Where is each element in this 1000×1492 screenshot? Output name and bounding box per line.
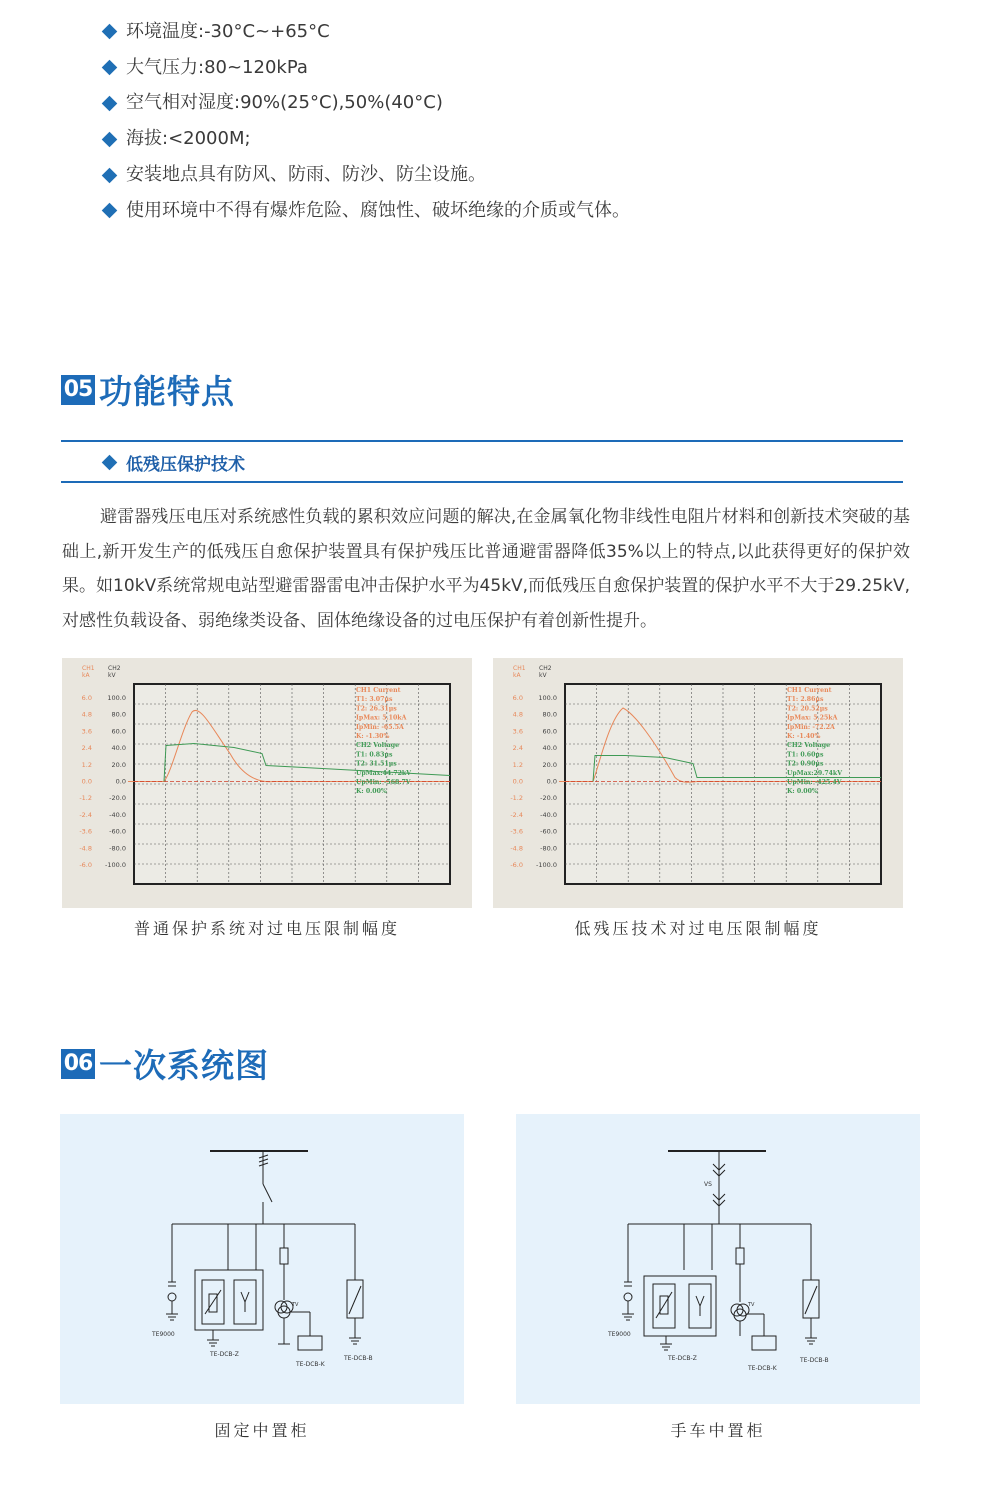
ch1-tick-label: 0.0 <box>81 777 92 786</box>
ch2-tick-label: 20.0 <box>111 760 126 769</box>
diamond-bullet-icon <box>102 132 118 148</box>
diamond-bullet-icon <box>102 96 118 112</box>
section-title: 功能特点 <box>99 372 235 411</box>
readout-line: UpMax:44.72kV <box>356 769 412 777</box>
ch2-tick-label: 60.0 <box>111 727 126 736</box>
body-paragraph: 避雷器残压电压对系统感性负载的累积效应问题的解决,在金属氧化物非线性电阻片材料和创新技术突破的基础上,新开发生产的低残压自愈保护装置具有保护残压比普通避雷器降低35%以上的特点,以此获得更好的保护效果。如10kV系统常规电站型避雷器雷电冲击保护水平为45kV,而低残压自愈保护装置的保护水平不大于29.25kV,对感性负载设备、弱绝缘类设备、固体绝缘设备的过电压保护有着创新性提升。 <box>62 507 910 631</box>
readout-line: UpMin: -425.4V <box>787 779 842 786</box>
bottom-rule <box>61 481 903 483</box>
ch2-header: CH2 <box>108 665 121 672</box>
readout-line: IpMax: 5.10kA <box>356 714 407 722</box>
list-item: 安装地点具有防风、防雨、防沙、防尘设施。 <box>100 157 630 193</box>
ch1-tick-label: -2.4 <box>510 810 523 819</box>
scope-caption: 普通保护系统对过电压限制幅度 <box>133 919 400 938</box>
oscilloscope-image-standard <box>62 658 472 908</box>
ch1-tick-label: -1.2 <box>79 794 92 803</box>
ch2-tick-label: -100.0 <box>536 861 557 869</box>
readout-line: K: -1.30% <box>356 733 390 740</box>
readout-line: K: -1.40% <box>787 733 821 740</box>
oscilloscope-image-low-residual <box>493 658 903 908</box>
ch2-tick-label: 100.0 <box>538 694 557 702</box>
list-item: 使用环境中不得有爆炸危险、腐蚀性、破坏绝缘的介质或气体。 <box>100 193 630 229</box>
ch1-tick-label: -3.6 <box>79 827 92 836</box>
ch2-tick-label: 0.0 <box>115 777 126 786</box>
readout-line: T1: 3.07μs <box>356 696 393 704</box>
readout-line: UpMax:29.74kV <box>787 769 843 777</box>
ch1-tick-label: -6.0 <box>79 861 92 869</box>
readout-line: T1: 0.60μs <box>787 751 824 759</box>
single-line-diagram <box>516 1114 920 1404</box>
ch2-unit: kV <box>539 672 547 679</box>
top-rule <box>61 440 903 442</box>
label-dcb-b: TE-DCB-B <box>800 1357 829 1364</box>
single-line-diagram <box>60 1114 464 1404</box>
section-number: 05 <box>61 375 95 405</box>
readout-line: CH2 Voltage <box>787 742 831 750</box>
ch2-tick-label: -40.0 <box>540 810 557 819</box>
readout-line: IpMin: -65.5A <box>356 723 404 731</box>
label-dcb-k: TE-DCB-K <box>748 1365 777 1372</box>
ch2-tick-label: 80.0 <box>542 710 557 719</box>
ch1-tick-label: 4.8 <box>512 710 523 719</box>
readout-line: T1: 2.86μs <box>787 696 824 704</box>
readout-line: T1: 0.83μs <box>356 751 393 759</box>
ch2-header: CH2 <box>539 665 552 672</box>
diamond-bullet-icon <box>102 455 118 471</box>
label-tv: TV <box>748 1302 755 1308</box>
diagram-caption: 手车中置柜 <box>670 1421 766 1440</box>
list-item: 空气相对湿度:90%(25°C),50%(40°C) <box>100 86 630 122</box>
diagram-fixed-cabinet <box>60 1114 464 1404</box>
ch1-unit: kA <box>513 672 521 679</box>
ch1-tick-label: 1.2 <box>512 760 523 769</box>
readout-line: IpMin: -72.2A <box>787 723 835 731</box>
subheading: 低残压保护技术 <box>104 450 245 475</box>
ch1-header: CH1 <box>82 665 95 672</box>
ch1-tick-label: 3.6 <box>81 727 92 736</box>
ch1-tick-label: -3.6 <box>510 827 523 836</box>
label-te9000: TE9000 <box>152 1331 175 1338</box>
ch1-tick-label: -4.8 <box>510 844 523 853</box>
diagram-withdrawable-cabinet <box>516 1114 920 1404</box>
section-06-heading <box>61 1040 269 1087</box>
ch2-tick-label: -40.0 <box>109 810 126 819</box>
ch2-unit: kV <box>108 672 116 679</box>
readout-line: T2: 0.90μs <box>787 760 824 768</box>
ch1-tick-label: 6.0 <box>512 694 523 702</box>
ch1-tick-label: 0.0 <box>512 777 523 786</box>
ch1-tick-label: 6.0 <box>81 694 92 702</box>
ch1-tick-label: 2.4 <box>512 744 523 753</box>
diamond-bullet-icon <box>102 60 118 76</box>
section-05-heading <box>61 366 235 413</box>
ch1-tick-label: -4.8 <box>79 844 92 853</box>
ch2-tick-label: -20.0 <box>109 794 126 803</box>
diamond-bullet-icon <box>102 203 118 219</box>
readout-line: CH1 Current <box>356 687 401 694</box>
oscilloscope-plot <box>62 658 472 908</box>
readout-line: CH1 Current <box>787 687 832 694</box>
ch2-tick-label: -80.0 <box>109 844 126 853</box>
ch1-unit: kA <box>82 672 90 679</box>
ch1-tick-label: 1.2 <box>81 760 92 769</box>
oscilloscope-plot <box>493 658 903 908</box>
ch1-header: CH1 <box>513 665 526 672</box>
ch2-tick-label: 0.0 <box>546 777 557 786</box>
ch2-tick-label: 20.0 <box>542 760 557 769</box>
label-dcb-z: TE-DCB-Z <box>210 1351 239 1358</box>
readout-line: IpMax: 5.25kA <box>787 714 838 722</box>
ch2-tick-label: -60.0 <box>109 827 126 836</box>
ch2-tick-label: -20.0 <box>540 794 557 803</box>
ch1-tick-label: 4.8 <box>81 710 92 719</box>
ch2-tick-label: 40.0 <box>111 744 126 753</box>
ch2-tick-label: 100.0 <box>107 694 126 702</box>
label-tv: TV <box>292 1302 299 1308</box>
ch1-tick-label: -6.0 <box>510 861 523 869</box>
section-title: 一次系统图 <box>99 1046 269 1085</box>
diamond-bullet-icon <box>102 24 118 40</box>
readout-line: CH2 Voltage <box>356 742 400 750</box>
ch2-tick-label: -60.0 <box>540 827 557 836</box>
ch1-tick-label: -1.2 <box>510 794 523 803</box>
list-item: 海拔:<2000M; <box>100 121 630 157</box>
diagram-caption: 固定中置柜 <box>214 1421 310 1440</box>
list-item: 环境温度:-30°C~+65°C <box>100 14 630 50</box>
diamond-bullet-icon <box>102 167 118 183</box>
readout-line: UpMin: -568.7V <box>356 779 411 786</box>
ch1-tick-label: -2.4 <box>79 810 92 819</box>
readout-line: T2: 31.51μs <box>356 760 397 768</box>
label-dcb-b: TE-DCB-B <box>344 1355 373 1362</box>
readout-line: T2: 26.31μs <box>356 705 397 713</box>
scope-caption: 低残压技术对过电压限制幅度 <box>574 919 822 938</box>
label-te9000: TE9000 <box>608 1331 631 1338</box>
readout-line: K: 0.00% <box>356 788 387 796</box>
label-dcb-k: TE-DCB-K <box>296 1361 325 1368</box>
label-vs: VS <box>704 1181 712 1188</box>
ch2-tick-label: -80.0 <box>540 844 557 853</box>
ch1-tick-label: 2.4 <box>81 744 92 753</box>
readout-line: K: 0.00% <box>787 788 818 796</box>
label-dcb-z: TE-DCB-Z <box>668 1355 697 1362</box>
ch2-tick-label: 80.0 <box>111 710 126 719</box>
readout-line: T2: 20.52μs <box>787 705 828 713</box>
ch2-tick-label: 60.0 <box>542 727 557 736</box>
ch2-tick-label: 40.0 <box>542 744 557 753</box>
section-number: 06 <box>61 1049 95 1079</box>
list-item: 大气压力:80~120kPa <box>100 50 630 86</box>
ch2-tick-label: -100.0 <box>105 861 126 869</box>
environment-list <box>100 14 630 229</box>
ch1-tick-label: 3.6 <box>512 727 523 736</box>
